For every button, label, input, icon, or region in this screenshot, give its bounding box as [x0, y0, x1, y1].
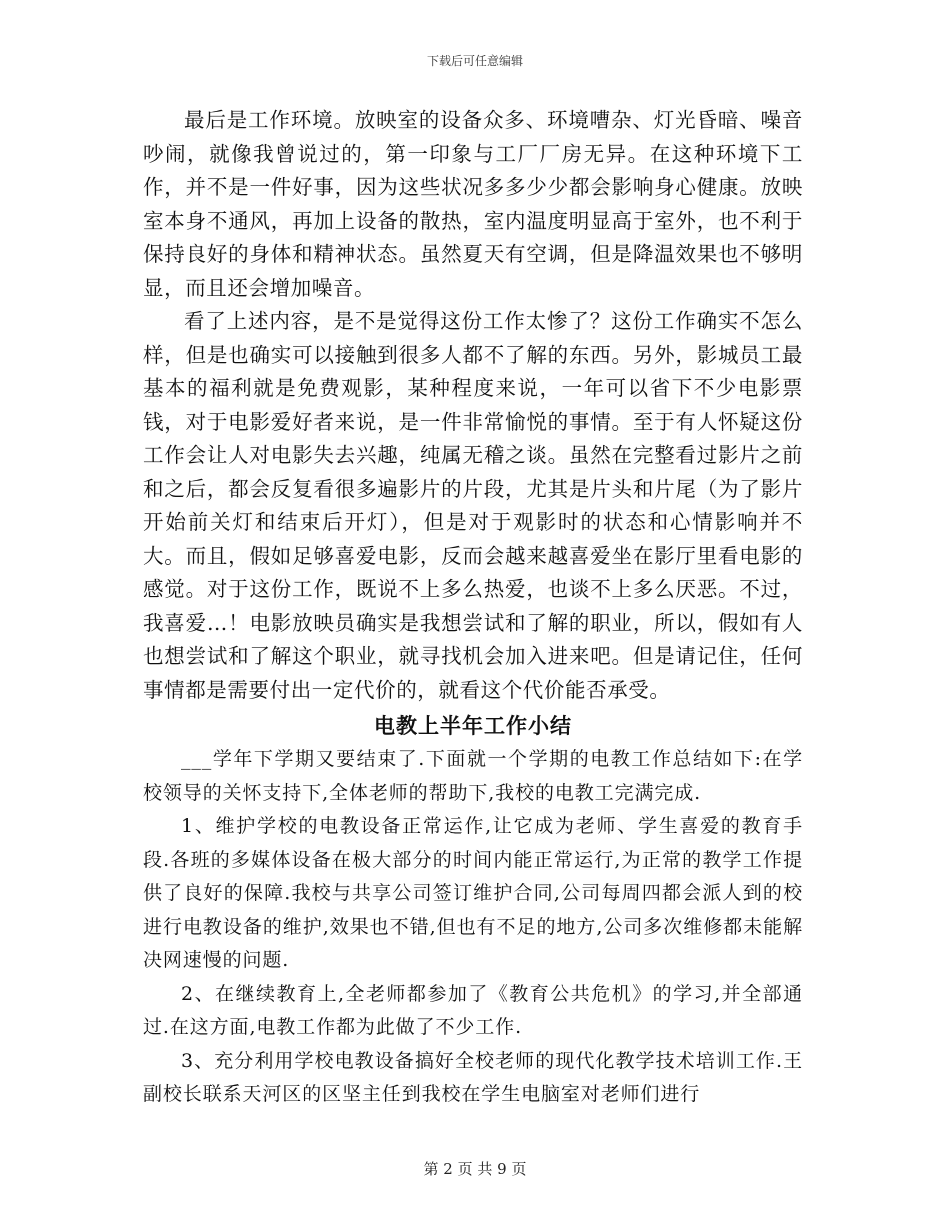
- page-number: 第 2 页 共 9 页: [423, 1160, 527, 1178]
- paragraph-work-environment: 最后是工作环境。放映室的设备众多、环境嘈杂、灯光昏暗、噪音吵闹，就像我曾说过的，第一印象与工厂厂房无异。在这种环境下工作，并不是一件好事，因为这些状况多多少少都会影响身心健康。放映室本身不通风，再加上设备的散热，室内温度明显高于室外，也不利于保持良好的身体和精神状态。虽然夏天有空调，但是降温效果也不够明显，而且还会增加噪音。: [143, 108, 803, 300]
- paragraph-item-2: 2、在继续教育上,全老师都参加了《教育公共危机》的学习,并全部通过.在这方面,电教工作都为此做了不少工作.: [143, 982, 803, 1038]
- page-header-note: 下载后可任意编辑: [426, 54, 523, 68]
- paragraph-item-3: 3、充分利用学校电教设备搞好全校老师的现代化教学技术培训工作.王副校长联系天河区的区坚主任到我校在学生电脑室对老师们进行: [143, 1049, 803, 1105]
- paragraph-summary-intro: ___学年下学期又要结束了.下面就一个学期的电教工作总结如下:在学校领导的关怀支持下,全体老师的帮助下,我校的电教工完满完成.: [143, 748, 803, 804]
- document-body: [143, 104, 803, 1112]
- paragraph-job-reflection: 看了上述内容，是不是觉得这份工作太惨了？这份工作确实不怎么样，但是也确实可以接触到很多人都不了解的东西。另外，影城员工最基本的福利就是免费观影，某种程度来说，一年可以省下不少电影票钱，对于电影爱好者来说，是一件非常愉悦的事情。至于有人怀疑这份工作会让人对电影失去兴趣，纯属无稽之谈。虽然在完整看过影片之前和之后，都会反复看很多遍影片的片段，尤其是片头和片尾（为了影片开始前关灯和结束后开灯），但是对于观影时的状态和心情影响并不大。而且，假如足够喜爱电影，反而会越来越喜爱坐在影厅里看电影的感觉。对于这份工作，既说不上多么热爱，也谈不上多么厌恶。不过，我喜爱…！电影放映员确实是我想尝试和了解的职业，所以，假如有人也想尝试和了解这个职业，就寻找机会加入进来吧。但是请记住，任何事情都是需要付出一定代价的，就看这个代价能否承受。: [143, 309, 803, 702]
- section-title: 电教上半年工作小结: [374, 714, 572, 738]
- paragraph-item-1: 1、维护学校的电教设备正常运作,让它成为老师、学生喜爱的教育手段.各班的多媒体设备在极大部分的时间内能正常运行,为正常的教学工作提供了良好的保障.我校与共享公司签订维护合同,公司每周四都会派人到的校进行电教设备的维护,效果也不错,但也有不足的地方,公司多次维修都未能解决网速慢的问题.: [143, 815, 803, 971]
